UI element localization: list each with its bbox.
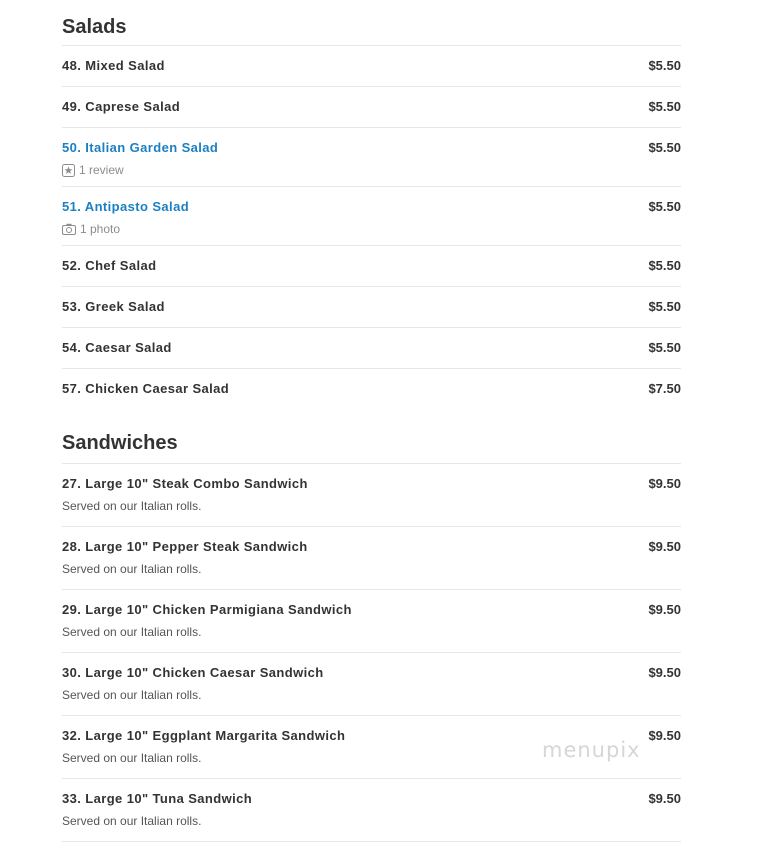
item-name-link[interactable]: 50. Italian Garden Salad — [62, 140, 219, 155]
item-price: $5.50 — [648, 299, 681, 314]
item-name: 27. Large 10" Steak Combo Sandwich — [62, 476, 308, 491]
menupix-watermark: menupix — [542, 738, 641, 762]
item-name: 54. Caesar Salad — [62, 340, 172, 355]
item-price: $9.50 — [648, 791, 681, 806]
review-count-label: 1 review — [79, 163, 124, 177]
item-price: $5.50 — [648, 140, 681, 155]
item-price: $5.50 — [648, 258, 681, 273]
menu-item — [62, 87, 681, 128]
menu-item — [62, 287, 681, 328]
item-price: $9.50 — [648, 602, 681, 617]
item-description: Served on our Italian rolls. — [62, 751, 202, 765]
item-price: $7.50 — [648, 381, 681, 396]
section-title-salads: Salads — [62, 0, 681, 46]
item-price: $9.50 — [648, 476, 681, 491]
menu-item — [62, 590, 681, 653]
item-price: $9.50 — [648, 665, 681, 680]
item-price: $5.50 — [648, 199, 681, 214]
item-name: 57. Chicken Caesar Salad — [62, 381, 230, 396]
item-description: Served on our Italian rolls. — [62, 814, 202, 828]
menu-item — [62, 527, 681, 590]
menu-item — [62, 653, 681, 716]
item-name: 30. Large 10" Chicken Caesar Sandwich — [62, 665, 324, 680]
item-name-link[interactable]: 51. Antipasto Salad — [62, 199, 190, 214]
photo-count-label: 1 photo — [80, 222, 121, 236]
item-name: 29. Large 10" Chicken Parmigiana Sandwich — [62, 602, 352, 617]
item-price: $9.50 — [648, 539, 681, 554]
item-description: Served on our Italian rolls. — [62, 625, 202, 639]
menu-list — [62, 0, 681, 842]
review-star-icon — [62, 164, 75, 177]
review-count[interactable] — [62, 163, 681, 177]
menu-item — [62, 46, 681, 87]
photo-count[interactable] — [62, 222, 681, 236]
item-name: 32. Large 10" Eggplant Margarita Sandwich — [62, 728, 346, 743]
item-name: 49. Caprese Salad — [62, 99, 181, 114]
item-description: Served on our Italian rolls. — [62, 499, 202, 513]
item-price: $5.50 — [648, 58, 681, 73]
menu-item — [62, 246, 681, 287]
item-name: 48. Mixed Salad — [62, 58, 165, 73]
item-price: $5.50 — [648, 99, 681, 114]
menu-item — [62, 464, 681, 527]
item-name: 52. Chef Salad — [62, 258, 157, 273]
menu-item — [62, 369, 681, 409]
item-description: Served on our Italian rolls. — [62, 688, 202, 702]
item-name: 53. Greek Salad — [62, 299, 165, 314]
item-description: Served on our Italian rolls. — [62, 562, 202, 576]
menu-item — [62, 187, 681, 246]
item-name: 33. Large 10" Tuna Sandwich — [62, 791, 253, 806]
section-title-sandwiches: Sandwiches — [62, 409, 681, 464]
item-price: $5.50 — [648, 340, 681, 355]
item-name: 28. Large 10" Pepper Steak Sandwich — [62, 539, 308, 554]
item-price: $9.50 — [648, 728, 681, 743]
menu-item — [62, 328, 681, 369]
camera-icon — [62, 223, 76, 235]
menu-item — [62, 128, 681, 187]
